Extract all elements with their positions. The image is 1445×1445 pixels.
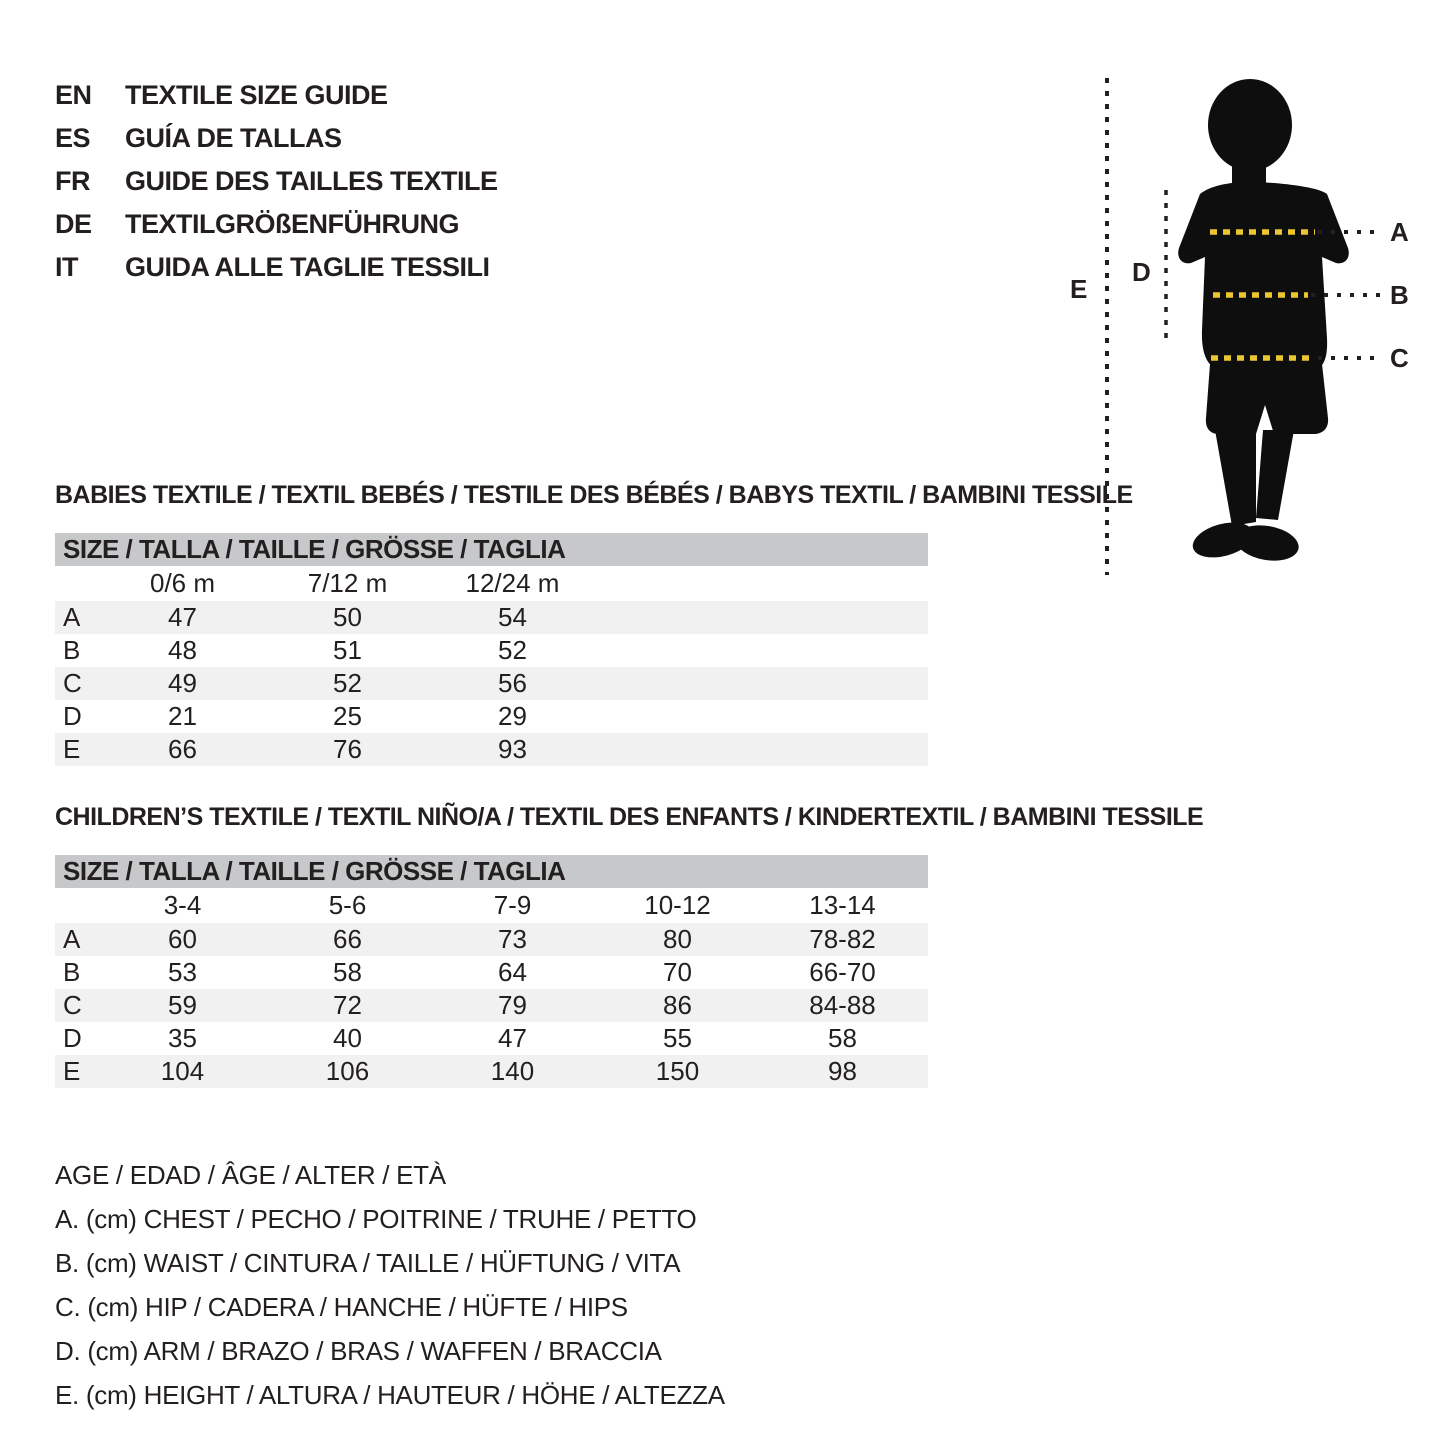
- table-row-b: [55, 634, 928, 667]
- legend-waist-line: B. (cm) WAIST / CINTURA / TAILLE / HÜFTUNG / VITA: [55, 1247, 681, 1278]
- language-title-list: [55, 74, 498, 289]
- table-cell: 48: [168, 635, 197, 665]
- language-row-de: [55, 203, 498, 246]
- table-cell: 80: [663, 924, 692, 954]
- table-cell: 53: [168, 957, 197, 987]
- table-row-c: [55, 667, 928, 700]
- table-cell: 59: [168, 990, 197, 1020]
- children-column-header-row: [55, 888, 928, 923]
- row-label: E: [63, 734, 81, 764]
- table-cell: 35: [168, 1023, 197, 1053]
- table-cell: 79: [498, 990, 527, 1020]
- legend-chest-line: A. (cm) CHEST / PECHO / POITRINE / TRUHE / PETTO: [55, 1203, 697, 1234]
- silhouette-left-leg: [1215, 430, 1256, 526]
- column-header: 13-14: [809, 890, 876, 920]
- measurement-legend: [55, 1153, 725, 1417]
- table-cell: 52: [498, 635, 527, 665]
- row-label: D: [63, 701, 82, 731]
- table-cell: 54: [498, 602, 527, 632]
- table-cell: 86: [663, 990, 692, 1020]
- table-cell: 93: [498, 734, 527, 764]
- children-section-heading: CHILDREN’S TEXTILE / TEXTIL NIÑO/A / TEXTIL DES ENFANTS / KINDERTEXTIL / BAMBINI TESSILE: [55, 803, 1204, 831]
- language-code: DE: [55, 209, 92, 239]
- language-row-it: [55, 246, 498, 289]
- row-label: A: [63, 924, 81, 954]
- row-label: B: [63, 957, 81, 987]
- table-cell: 106: [325, 1056, 370, 1086]
- legend-hip-line: C. (cm) HIP / CADERA / HANCHE / HÜFTE / HIPS: [55, 1291, 628, 1322]
- figure-label-a: A: [1390, 217, 1409, 247]
- table-cell: 66: [333, 924, 362, 954]
- table-row-e: [55, 1055, 928, 1088]
- column-header: 5-6: [328, 890, 367, 920]
- table-cell: 104: [160, 1056, 205, 1086]
- table-cell: 40: [333, 1023, 362, 1053]
- row-label: B: [63, 635, 81, 665]
- table-cell: 64: [498, 957, 527, 987]
- table-cell: 60: [168, 924, 197, 954]
- language-code: IT: [55, 252, 78, 282]
- silhouette-right-leg: [1256, 430, 1294, 520]
- table-cell: 29: [498, 701, 527, 731]
- table-row-e: [55, 733, 928, 766]
- table-row-b: [55, 956, 928, 989]
- table-cell: 66: [168, 734, 197, 764]
- table-row-a: [55, 601, 928, 634]
- language-row-en: [55, 74, 498, 117]
- children-size-bar: SIZE / TALLA / TAILLE / GRÖSSE / TAGLIA: [55, 855, 928, 888]
- table-cell: 58: [828, 1023, 857, 1053]
- column-header: 7-9: [493, 890, 532, 920]
- table-cell: 55: [663, 1023, 692, 1053]
- silhouette-shirt: [1178, 182, 1349, 371]
- table-cell: 51: [333, 635, 362, 665]
- language-code: ES: [55, 123, 91, 153]
- table-cell: 49: [168, 668, 197, 698]
- figure-label-d: D: [1132, 257, 1151, 287]
- figure-label-e: E: [1070, 274, 1088, 304]
- table-cell: 50: [333, 602, 362, 632]
- table-cell: 21: [168, 701, 197, 731]
- figure-label-c: C: [1390, 343, 1409, 373]
- table-cell: 73: [498, 924, 527, 954]
- table-cell: 78-82: [809, 924, 876, 954]
- legend-height-line: E. (cm) HEIGHT / ALTURA / HAUTEUR / HÖHE / ALTEZZA: [55, 1379, 725, 1410]
- table-cell: 66-70: [809, 957, 876, 987]
- row-label: D: [63, 1023, 82, 1053]
- row-label: E: [63, 1056, 81, 1086]
- child-silhouette: [1178, 79, 1349, 565]
- guide-title: GUIDA ALLE TAGLIE TESSILI: [125, 252, 490, 282]
- column-header: 0/6 m: [149, 568, 216, 598]
- guide-title: TEXTILGRÖßENFÜHRUNG: [125, 209, 459, 239]
- babies-column-header-row: [55, 566, 928, 601]
- table-cell: 52: [333, 668, 362, 698]
- table-cell: 47: [498, 1023, 527, 1053]
- babies-size-table: [55, 533, 928, 766]
- legend-age-line: AGE / EDAD / ÂGE / ALTER / ETÀ: [55, 1159, 446, 1190]
- children-size-table: [55, 855, 928, 1088]
- language-code: FR: [55, 166, 90, 196]
- table-cell: 140: [490, 1056, 535, 1086]
- table-cell: 47: [168, 602, 197, 632]
- legend-arm-line: D. (cm) ARM / BRAZO / BRAS / WAFFEN / BRACCIA: [55, 1335, 662, 1366]
- table-row-d: [55, 1022, 928, 1055]
- guide-title: GUIDE DES TAILLES TEXTILE: [125, 166, 498, 196]
- column-header: 7/12 m: [307, 568, 388, 598]
- column-header: 10-12: [644, 890, 711, 920]
- silhouette-shorts: [1206, 364, 1328, 434]
- table-cell: 72: [333, 990, 362, 1020]
- row-label: C: [63, 990, 82, 1020]
- figure-label-b: B: [1390, 280, 1409, 310]
- table-cell: 25: [333, 701, 362, 731]
- table-row-a: [55, 923, 928, 956]
- child-silhouette-figure: [1060, 70, 1420, 590]
- guide-title: TEXTILE SIZE GUIDE: [125, 80, 388, 110]
- table-cell: 70: [663, 957, 692, 987]
- column-header: 12/24 m: [465, 568, 560, 598]
- row-label: A: [63, 602, 81, 632]
- table-cell: 76: [333, 734, 362, 764]
- table-cell: 98: [828, 1056, 857, 1086]
- babies-size-bar: SIZE / TALLA / TAILLE / GRÖSSE / TAGLIA: [55, 533, 928, 566]
- table-row-d: [55, 700, 928, 733]
- row-label: C: [63, 668, 82, 698]
- language-row-es: [55, 117, 498, 160]
- language-code: EN: [55, 80, 92, 110]
- column-header: 3-4: [163, 890, 202, 920]
- table-cell: 58: [333, 957, 362, 987]
- language-row-fr: [55, 160, 498, 203]
- babies-section-heading: BABIES TEXTILE / TEXTIL BEBÉS / TESTILE DES BÉBÉS / BABYS TEXTIL / BAMBINI TESSILE: [55, 481, 1133, 509]
- table-cell: 56: [498, 668, 527, 698]
- table-cell: 84-88: [809, 990, 876, 1020]
- guide-title: GUÍA DE TALLAS: [125, 123, 342, 153]
- table-cell: 150: [655, 1056, 700, 1086]
- table-row-c: [55, 989, 928, 1022]
